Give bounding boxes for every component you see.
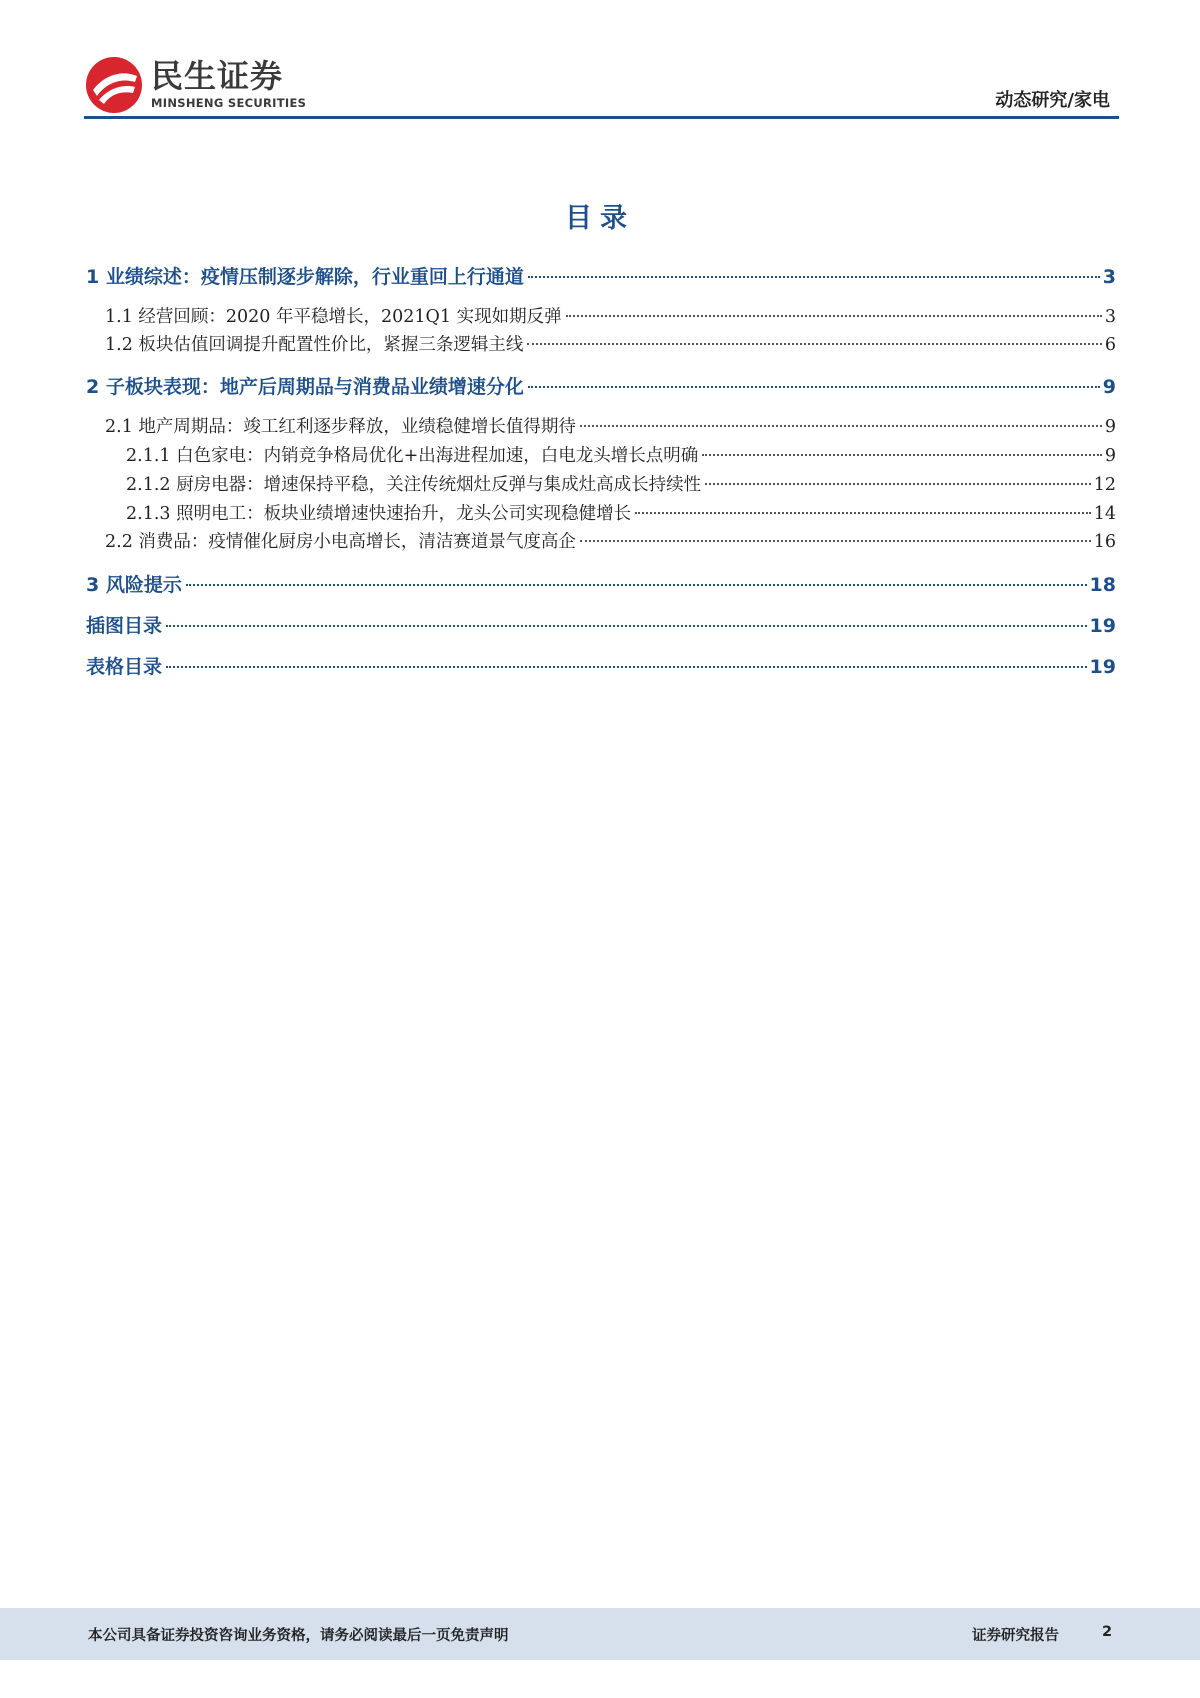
toc-entry-page: 9 bbox=[1102, 376, 1116, 398]
toc-entry-label: 3 风险提示 bbox=[86, 574, 182, 596]
footer-doc-type: 证券研究报告 bbox=[972, 1628, 1059, 1644]
toc-entry[interactable] bbox=[105, 413, 1116, 438]
toc-leader-dots bbox=[702, 454, 1102, 456]
toc-entry-page: 3 bbox=[1102, 266, 1116, 288]
toc-entry-label: 2.1.1 白色家电：内销竞争格局优化+出海进程加速，白电龙头增长点明确 bbox=[126, 446, 699, 466]
footer-bar bbox=[0, 1608, 1200, 1660]
toc-title: 目录 bbox=[565, 203, 635, 234]
header-divider bbox=[84, 116, 1119, 119]
toc-entry[interactable] bbox=[126, 471, 1116, 496]
toc-entry-label: 2.2 消费品：疫情催化厨房小电高增长，清洁赛道景气度高企 bbox=[105, 532, 576, 552]
toc-entry-label: 2.1.3 照明电工：板块业绩增速快速抬升，龙头公司实现稳健增长 bbox=[126, 504, 632, 524]
toc-leader-dots bbox=[705, 483, 1091, 485]
toc-entry-label: 1.2 板块估值回调提升配置性价比，紧握三条逻辑主线 bbox=[105, 335, 524, 355]
toc-entry[interactable] bbox=[126, 442, 1116, 467]
toc-entry[interactable] bbox=[105, 528, 1116, 553]
toc-leader-dots bbox=[528, 276, 1100, 278]
brand bbox=[151, 58, 306, 110]
toc-entry-page: 14 bbox=[1093, 504, 1116, 524]
toc-entry[interactable] bbox=[86, 372, 1116, 399]
toc-entry-label: 2.1 地产周期品：竣工红利逐步释放，业绩稳健增长值得期待 bbox=[105, 417, 576, 437]
toc-entry-page: 18 bbox=[1089, 574, 1116, 596]
toc-leader-dots bbox=[166, 666, 1087, 668]
toc-entry-page: 6 bbox=[1104, 335, 1116, 355]
toc-entry[interactable] bbox=[86, 611, 1116, 638]
toc-entry[interactable] bbox=[86, 652, 1116, 679]
footer-disclaimer: 本公司具备证券投资咨询业务资格，请务必阅读最后一页免责声明 bbox=[88, 1628, 509, 1644]
toc-entry-page: 19 bbox=[1089, 656, 1116, 678]
toc-entry[interactable] bbox=[86, 262, 1116, 289]
brand-name-cn: 民生证券 bbox=[151, 57, 284, 95]
toc-entry[interactable] bbox=[105, 331, 1116, 356]
toc-entry-page: 16 bbox=[1093, 532, 1116, 552]
toc-entry-page: 9 bbox=[1104, 417, 1116, 437]
toc-entry-page: 19 bbox=[1089, 615, 1116, 637]
brand-name-en: MINSHENG SECURITIES bbox=[151, 96, 307, 110]
toc-leader-dots bbox=[166, 625, 1087, 627]
toc-entry-label: 1 业绩综述：疫情压制逐步解除，行业重回上行通道 bbox=[86, 266, 524, 288]
toc-entry-page: 9 bbox=[1104, 446, 1116, 466]
toc-leader-dots bbox=[528, 386, 1100, 388]
minsheng-logo-icon bbox=[85, 56, 143, 114]
toc-leader-dots bbox=[527, 343, 1101, 345]
toc-leader-dots bbox=[580, 540, 1091, 542]
toc-entry-page: 3 bbox=[1104, 307, 1116, 327]
toc-entry-label: 2.1.2 厨房电器：增速保持平稳，关注传统烟灶反弹与集成灶高成长持续性 bbox=[126, 475, 702, 495]
toc-entry[interactable] bbox=[126, 500, 1116, 525]
toc-entry-label: 插图目录 bbox=[86, 615, 163, 637]
footer-page-number: 2 bbox=[1102, 1624, 1113, 1640]
toc-entry-label: 表格目录 bbox=[86, 656, 163, 678]
toc-leader-dots bbox=[635, 512, 1091, 514]
toc-entry[interactable] bbox=[86, 570, 1116, 597]
toc-entry[interactable] bbox=[105, 303, 1116, 328]
toc-leader-dots bbox=[566, 315, 1102, 317]
toc-entry-label: 2 子板块表现：地产后周期品与消费品业绩增速分化 bbox=[86, 376, 524, 398]
toc-entry-page: 12 bbox=[1093, 475, 1116, 495]
toc-leader-dots bbox=[580, 425, 1102, 427]
toc-entry-label: 1.1 经营回顾：2020 年平稳增长，2021Q1 实现如期反弹 bbox=[105, 307, 562, 327]
toc-leader-dots bbox=[186, 584, 1087, 586]
report-section-label: 动态研究/家电 bbox=[995, 90, 1110, 111]
